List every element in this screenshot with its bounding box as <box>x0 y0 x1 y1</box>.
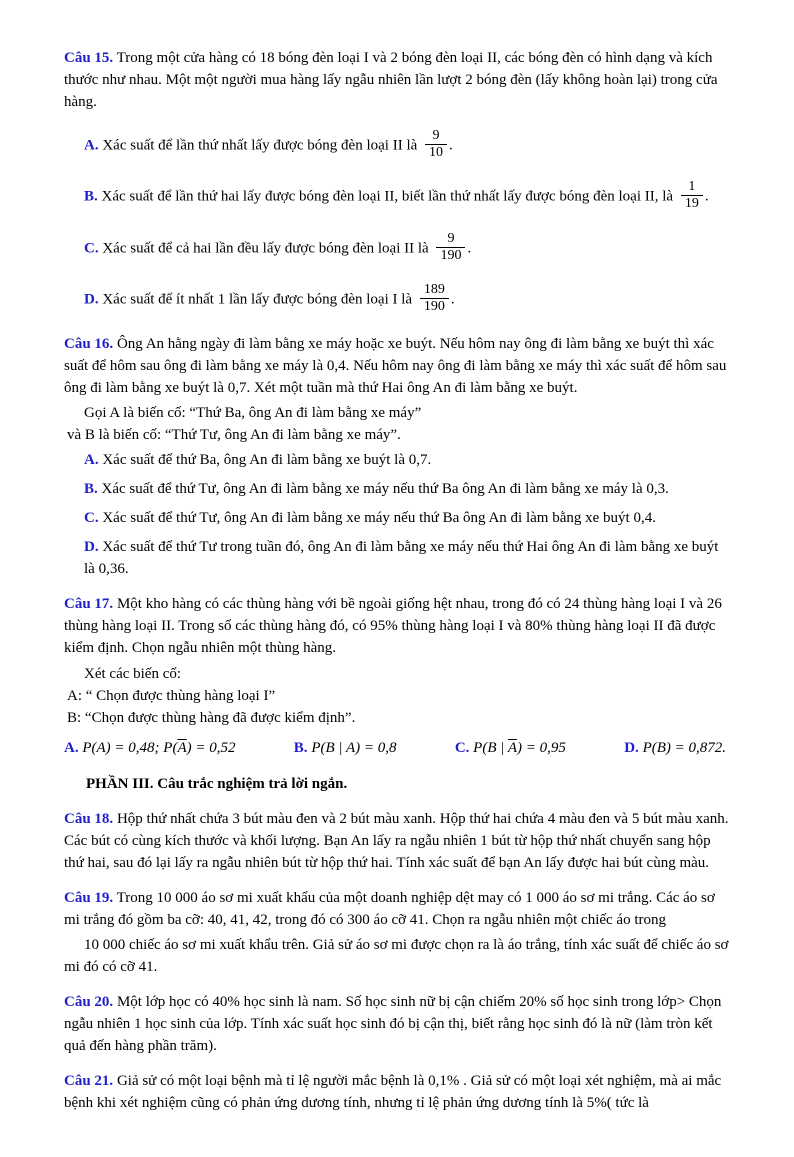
fraction-numerator: 1 <box>681 179 703 196</box>
event-b-text: B: “Chọn được thùng hàng đã được kiểm định”. <box>67 709 356 726</box>
question-19-text: Trong 10 000 áo sơ mi xuất khẩu của một doanh nghiệp dệt may có 1 000 áo sơ mi trắng. Các áo sơ mi trắng đó gồm ba cỡ: 40, 41, 42, trong đó có 300 áo cỡ 41. Chọn ra ngẫu nhiên một chiếc áo trong <box>64 889 715 928</box>
question-15-number: Câu 15. <box>64 50 114 66</box>
option-d-period: . <box>450 291 455 308</box>
section-3-heading: PHẦN III. Câu trắc nghiệm trả lời ngắn. <box>86 775 348 792</box>
question-19-number: Câu 19. <box>64 889 114 906</box>
question-15-option-c <box>84 231 732 267</box>
option-b-letter: B. <box>293 739 308 756</box>
fraction-denominator: 190 <box>440 247 462 263</box>
question-20-text: Một lớp học có 40% học sinh là nam. Số học sinh nữ bị cận chiếm 20% số học sinh trong lớp> Chọn ngẫu nhiên 1 học sinh của lớp. Tính xác suất học sinh đó bị cận thị, biết rằng học sinh đó là nữ (làm tròn kết quả đến hàng phần trăm). <box>64 994 722 1055</box>
question-17-event-a <box>67 685 732 707</box>
question-16-option-d <box>84 536 732 580</box>
option-c-letter: C. <box>84 510 99 527</box>
question-15-stem <box>64 47 732 113</box>
question-17-options-row <box>64 737 726 759</box>
question-16-option-a <box>84 449 732 471</box>
question-19-stem <box>64 887 732 931</box>
question-19-continuation <box>64 934 732 978</box>
question-16-number: Câu 16. <box>64 335 114 352</box>
option-a-math-tail: ) = 0,52 <box>186 739 236 756</box>
option-c-math-tail: ) = 0,95 <box>517 739 566 756</box>
question-18-number: Câu 18. <box>64 810 114 827</box>
fraction <box>681 179 703 212</box>
question-21-text: Giả sử có một loại bệnh mà tỉ lệ người mắc bệnh là 0,1% . Giả sử có một loại xét nghiệm, mà ai mắc bệnh khi xét nghiệm cũng có phản ứng dương tính, nhưng tỉ lệ phản ứng dương tính là 5%( tức là <box>64 1073 722 1112</box>
option-b-text: Xác suất để lần thứ hai lấy được bóng đèn loại II, biết lần thứ nhất lấy được bóng đèn loại II, là <box>101 188 674 205</box>
question-20-number: Câu 20. <box>64 994 114 1011</box>
event-a-text: A: “ Chọn được thùng hàng loại I” <box>67 687 276 704</box>
option-b-letter: B. <box>84 188 98 205</box>
option-a-math: P(A) = 0,48; P( <box>82 739 178 756</box>
option-b-text: Xác suất để thứ Tư, ông An đi làm bằng xe máy nếu thứ Ba ông An đi làm bằng xe máy là 0,3. <box>101 481 669 498</box>
option-c-text: Xác suất để thứ Tư, ông An đi làm bằng xe máy nếu thứ Ba ông An đi làm bằng xe buýt 0,4. <box>102 510 656 527</box>
fraction-denominator: 10 <box>429 145 444 161</box>
question-16-event-b <box>67 424 732 446</box>
question-17-option-b <box>294 737 397 759</box>
option-a-letter: A. <box>84 137 99 154</box>
question-16-text: Ông An hằng ngày đi làm bằng xe máy hoặc xe buýt. Nếu hôm nay ông đi làm bằng xe buýt thì xác suất để hôm sau ông đi làm bằng xe máy là 0,4. Nếu hôm nay ông đi làm bằng xe máy thì xác suất để hôm sau ông đi làm bằng xe buýt là 0,7. Xét một tuần mà thứ Hai ông An đi làm bằng xe buýt. <box>64 335 727 396</box>
option-d-letter: D. <box>84 539 99 556</box>
question-15-option-b <box>84 179 732 215</box>
option-c-letter: C. <box>84 240 99 257</box>
question-17-text: Một kho hàng có các thùng hàng với bề ngoài giống hệt nhau, trong đó có 24 thùng hàng loại I và 26 thùng hàng loại II. Trong số các thùng hàng đó, có 95% thùng hàng loại I và 80% thùng hàng loại II đã được kiểm định. Chọn ngẫu nhiên một thùng hàng. <box>64 596 722 657</box>
fraction-denominator: 190 <box>423 298 445 314</box>
option-c-letter: C. <box>454 739 470 756</box>
fraction <box>436 231 465 264</box>
option-d-letter: D. <box>84 291 99 308</box>
question-15-option-a <box>84 128 732 164</box>
question-16-option-c <box>84 507 732 529</box>
event-a-text: Gọi A là biến cố: “Thứ Ba, ông An đi làm bằng xe máy” <box>84 405 422 422</box>
question-21-number: Câu 21. <box>64 1073 114 1090</box>
option-b-period: . <box>704 188 709 205</box>
question-17-option-d <box>624 737 726 759</box>
option-c-text: Xác suất để cả hai lần đều lấy được bóng đèn loại II là <box>102 240 429 257</box>
question-18-stem <box>64 808 732 874</box>
overline-a: $\overline{A}$ <box>177 739 187 756</box>
option-a-letter: A. <box>64 739 79 756</box>
option-d-text: Xác suất để ít nhất 1 lần lấy được bóng đèn loại I là <box>102 291 413 308</box>
option-b-math: P(B | A) = 0,8 <box>311 739 397 756</box>
option-d-math: P(B) = 0,872. <box>642 739 726 756</box>
question-16-event-a <box>84 402 732 424</box>
question-17-events-intro <box>84 663 732 685</box>
question-20-stem <box>64 991 732 1057</box>
fraction-numerator: 189 <box>420 282 449 299</box>
option-b-letter: B. <box>84 481 98 498</box>
question-17-stem <box>64 593 732 659</box>
question-19-text-continued: 10 000 chiếc áo sơ mi xuất khẩu trên. Giả sử áo sơ mi được chọn ra là áo trắng, tính xác suất để chiếc áo sơ mi đó có cỡ 41. <box>64 936 729 976</box>
question-17-number: Câu 17. <box>64 596 114 613</box>
fraction-numerator: 9 <box>425 128 447 145</box>
fraction-numerator: 9 <box>436 231 465 248</box>
question-17-event-b <box>67 707 732 729</box>
option-a-text: Xác suất để thứ Ba, ông An đi làm bằng xe buýt là 0,7. <box>102 452 432 469</box>
fraction-denominator: 19 <box>684 196 699 212</box>
overline-c: $\overline{A}$ <box>507 739 518 756</box>
event-b-text: và B là biến cố: “Thứ Tư, ông An đi làm bằng xe máy”. <box>67 427 401 444</box>
option-a-letter: A. <box>84 452 99 469</box>
option-c-period: . <box>467 240 472 257</box>
question-21-stem <box>64 1070 732 1114</box>
fraction <box>425 128 447 161</box>
option-a-text: Xác suất để lần thứ nhất lấy được bóng đèn loại II là <box>102 137 418 154</box>
option-d-letter: D. <box>624 739 639 756</box>
question-16-stem <box>64 333 732 399</box>
option-c-math: P(B | <box>473 739 508 756</box>
question-17-option-c <box>455 737 566 759</box>
question-15-option-d <box>84 282 732 318</box>
option-a-period: . <box>449 137 453 154</box>
question-16-option-b <box>84 478 732 500</box>
fraction <box>420 282 449 315</box>
question-15-text: Trong một cửa hàng có 18 bóng đèn loại I và 2 bóng đèn loại II, các bóng đèn có hình dạng và kích thước như nhau. Một một người mua hàng lấy ngẫu nhiên lần lượt 2 bóng đèn (lấy không hoàn lại) trong cửa hàng. <box>64 50 718 111</box>
events-intro-text: Xét các biến cố: <box>84 665 182 682</box>
question-18-text: Hộp thứ nhất chứa 3 bút màu đen và 2 bút màu xanh. Hộp thứ hai chứa 4 màu đen và 5 bút màu xanh. Các bút có cùng kích thước và khối lượng. Bạn An lấy ra ngẫu nhiên 1 bút từ hộp thứ nhất chuyển sang hộp thứ hai, sau đó lại lấy ra ngẫu nhiên bút từ hộp thứ hai. Tính xác suất để bạn An lấy được hai bút cùng màu. <box>64 810 729 871</box>
option-d-text: Xác suất để thứ Tư trong tuần đó, ông An đi làm bằng xe máy nếu thứ Hai ông An đi làm bằng xe buýt là 0,36. <box>84 539 719 578</box>
question-17-option-a <box>64 737 235 759</box>
